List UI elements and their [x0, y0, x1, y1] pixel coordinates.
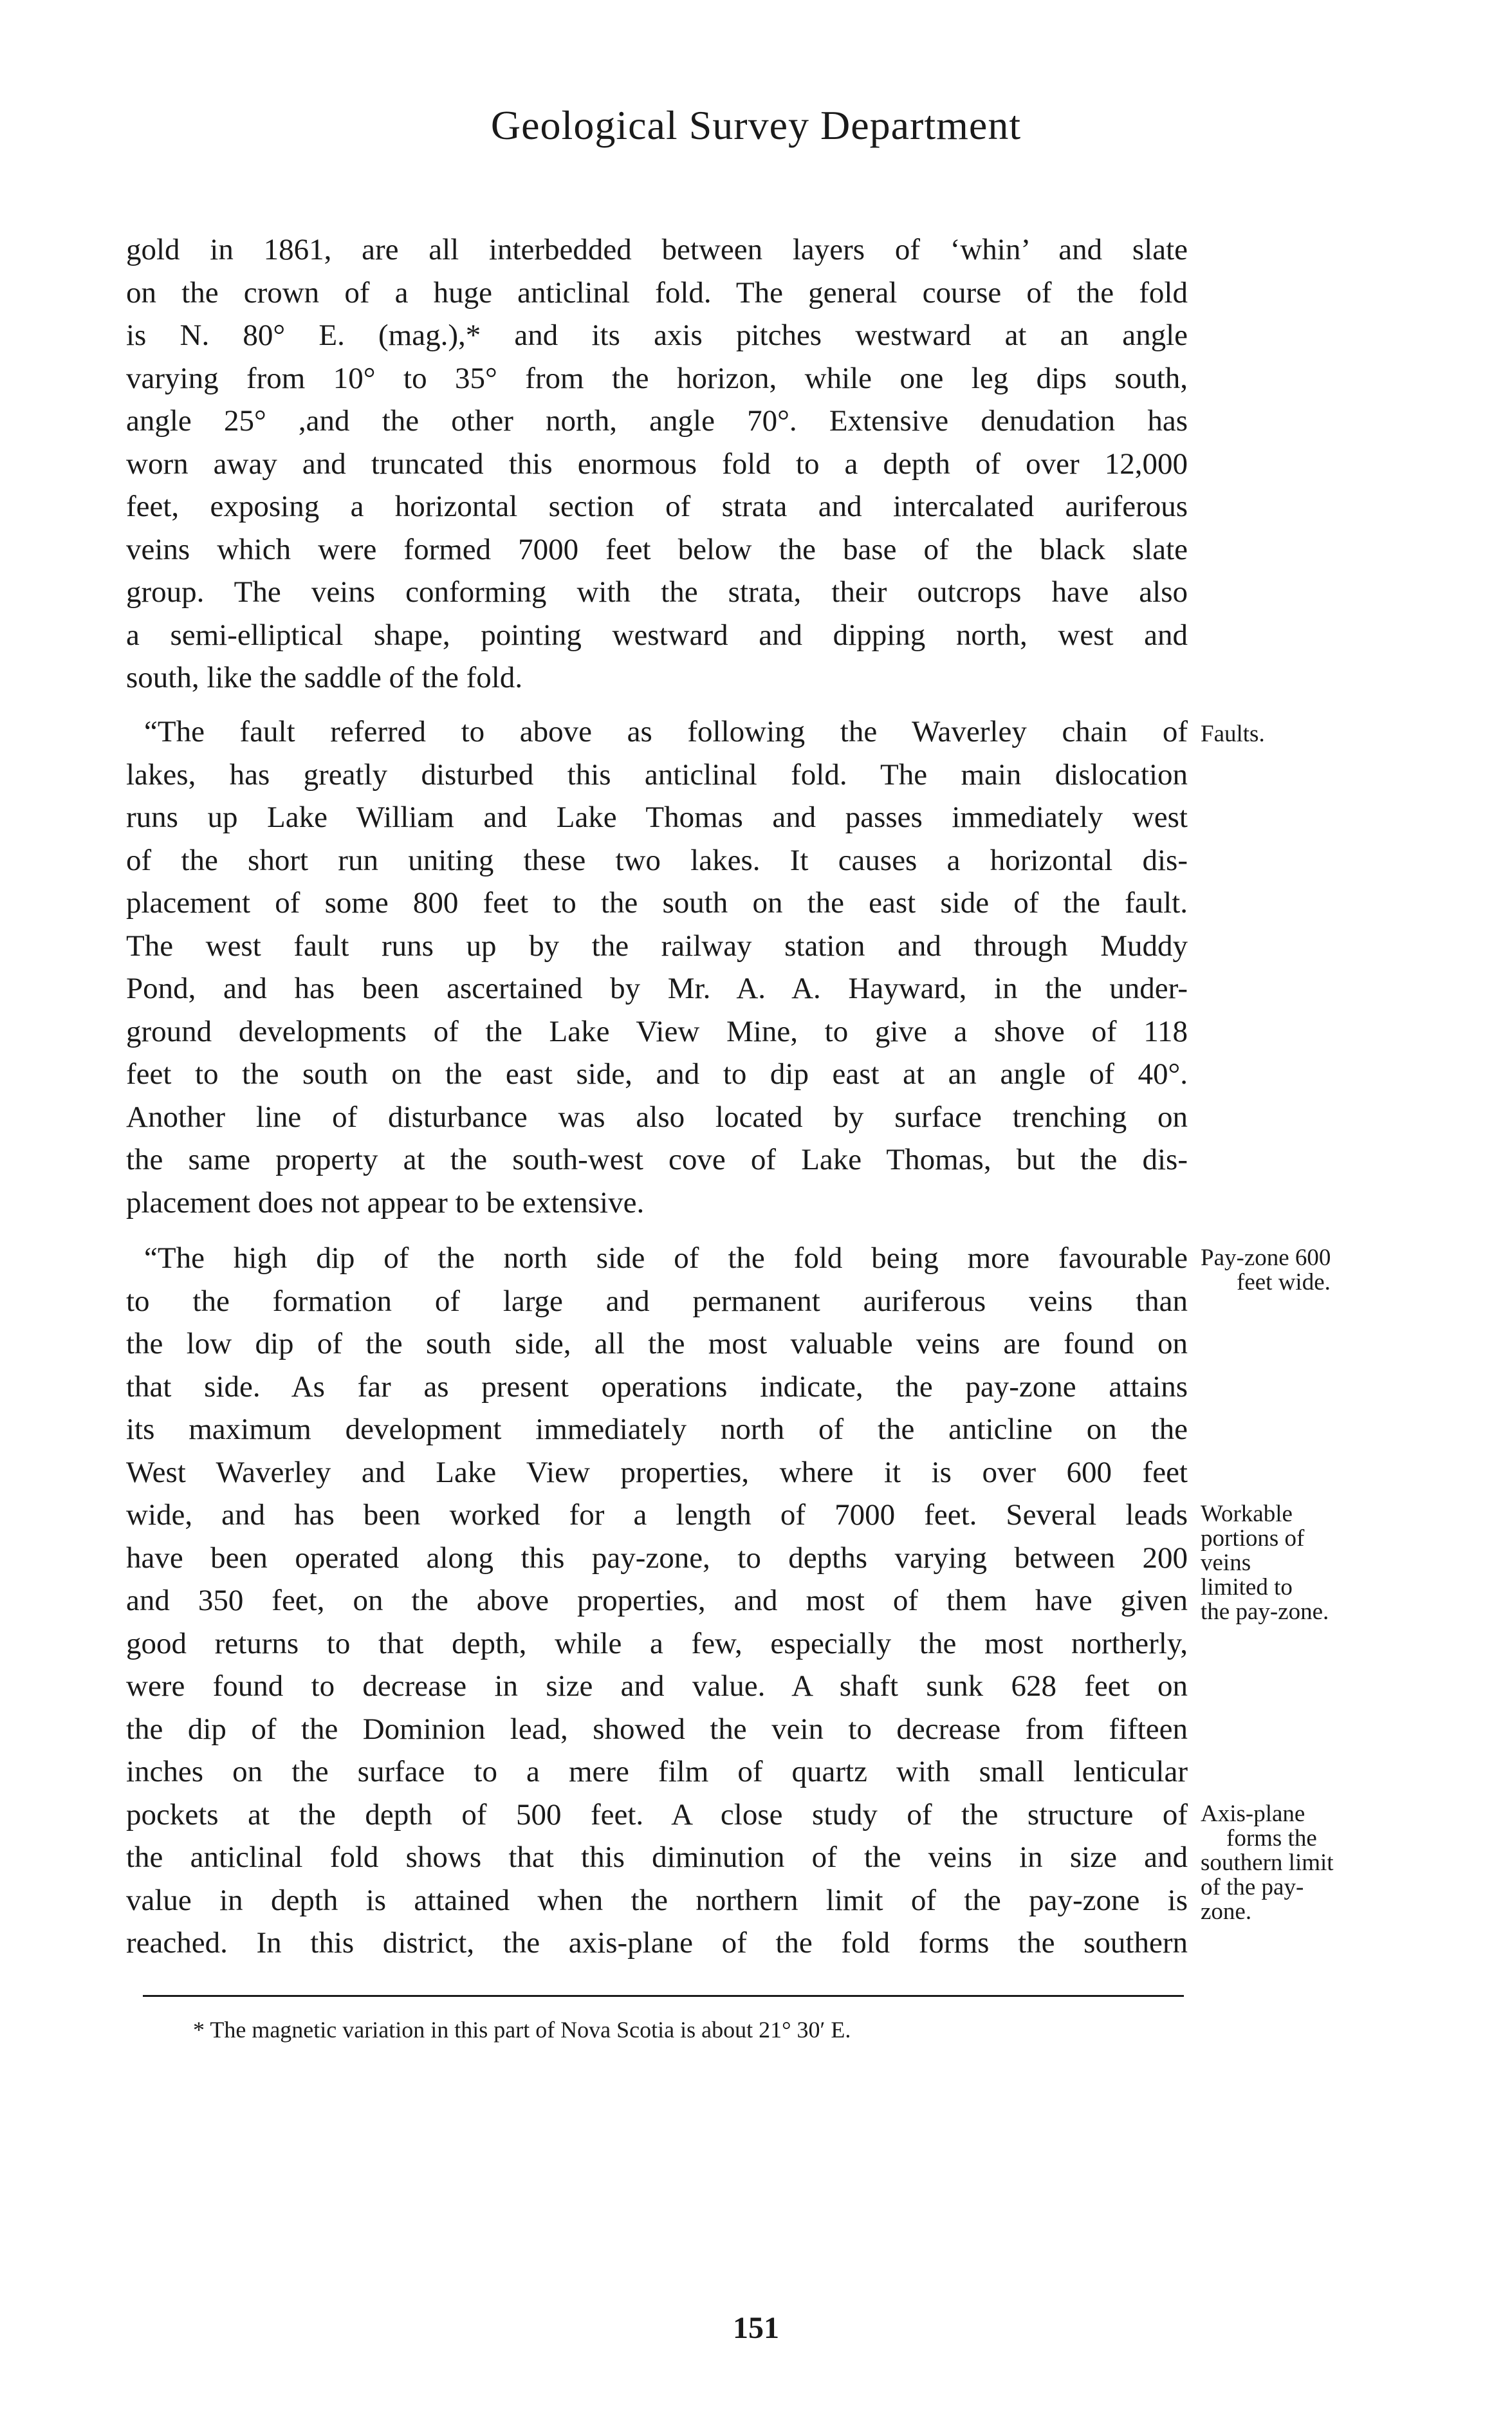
sidenote-line: zone.: [1201, 1898, 1252, 1925]
sidenote-line: Axis-plane: [1201, 1801, 1305, 1827]
sidenote-line: forms the: [1226, 1825, 1317, 1851]
running-header: Geological Survey Department: [490, 102, 1022, 148]
text-line: runs up Lake William and Lake Thomas and passes immediately west: [126, 801, 1188, 834]
text-line: and 350 feet, on the above properties, and most of them have given: [126, 1584, 1188, 1617]
text-line: placement does not appear to be extensive.: [126, 1185, 645, 1220]
text-line: the same property at the south-west cove of Lake Thomas, but the dis-: [126, 1143, 1188, 1176]
text-line: the low dip of the south side, all the most valuable veins are found on: [126, 1327, 1188, 1360]
footnote-divider: [143, 1995, 1184, 1997]
text-line: to the formation of large and permanent auriferous veins than: [126, 1284, 1188, 1318]
text-line: a semi-elliptical shape, pointing westward and dipping north, west and: [126, 618, 1188, 652]
text-line: ground developments of the Lake View Mine, to give a shove of 118: [126, 1014, 1188, 1048]
text-line: of the short run uniting these two lakes. It causes a horizontal dis-: [126, 843, 1188, 877]
text-line: south, like the saddle of the fold.: [126, 661, 523, 694]
text-line: placement of some 800 feet to the south on the east side of the fault.: [126, 886, 1188, 920]
paragraph-3: [126, 1237, 1188, 1965]
text-line: that side. As far as present operations indicate, the pay-zone attains: [126, 1369, 1188, 1404]
sidenote-faults: [1201, 722, 1265, 747]
sidenote-line: veins: [1201, 1550, 1251, 1576]
sidenote-axis-plane: [1201, 1802, 1334, 1924]
text-line: feet, exposing a horizontal section of strata and intercalated auriferous: [126, 490, 1188, 523]
paragraph-2: [126, 710, 1188, 1224]
text-line: value in depth is attained when the northern limit of the pay-zone is: [126, 1883, 1188, 1917]
text-line: the dip of the Dominion lead, showed the vein to decrease from fifteen: [126, 1712, 1188, 1746]
sidenote-line: portions of: [1201, 1525, 1305, 1552]
text-line: wide, and has been worked for a length of 7000 feet. Several leads: [126, 1498, 1188, 1532]
text-line: group. The veins conforming with the strata, their outcrops have also: [126, 575, 1188, 609]
text-line: Pond, and has been ascertained by Mr. A. A. Hayward, in the under-: [126, 972, 1188, 1005]
sidenote-line: the pay-zone.: [1201, 1599, 1329, 1625]
text-line: “The high dip of the north side of the fold being more favourable: [144, 1241, 1188, 1275]
sidenote-payzone: [1201, 1246, 1331, 1295]
text-line: The west fault runs up by the railway station and through Muddy: [126, 929, 1188, 963]
text-line: West Waverley and Lake View properties, where it is over 600 feet: [126, 1455, 1188, 1489]
sidenote-line: feet wide.: [1237, 1269, 1331, 1295]
text-line: good returns to that depth, while a few, especially the most northerly,: [126, 1626, 1188, 1660]
text-line: worn away and truncated this enormous fold to a depth of over 12,000: [126, 447, 1188, 481]
sidenote-line: southern limit: [1201, 1850, 1334, 1876]
sidenote-line: of the pay-: [1201, 1874, 1304, 1900]
text-line: veins which were formed 7000 feet below the base of the black slate: [126, 532, 1188, 566]
text-line: its maximum development immediately north of the anticline on the: [126, 1413, 1188, 1446]
text-line: reached. In this district, the axis-plane of the fold forms the southern: [126, 1926, 1188, 1960]
text-line: feet to the south on the east side, and to dip east at an angle of 40°.: [126, 1057, 1188, 1091]
text-line: Another line of disturbance was also located by surface trenching on: [126, 1100, 1188, 1134]
paragraph-1: [126, 228, 1188, 700]
text-line: have been operated along this pay-zone, to depths varying between 200: [126, 1541, 1188, 1575]
sidenote-line: limited to: [1201, 1574, 1293, 1600]
text-line: “The fault referred to above as following the Waverley chain of: [144, 715, 1188, 748]
text-line: inches on the surface to a mere film of quartz with small lenticular: [126, 1755, 1188, 1788]
text-line: pockets at the depth of 500 feet. A close study of the structure of: [126, 1797, 1188, 1832]
sidenote-line: Workable: [1201, 1501, 1293, 1527]
text-line: were found to decrease in size and value. A shaft sunk 628 feet on: [126, 1669, 1188, 1703]
page-number: 151: [733, 2311, 779, 2345]
sidenote-workable: [1201, 1502, 1329, 1624]
text-line: varying from 10° to 35° from the horizon, while one leg dips south,: [126, 361, 1188, 395]
text-line: the anticlinal fold shows that this diminution of the veins in size and: [126, 1841, 1188, 1874]
text-line: gold in 1861, are all interbedded between layers of ‘whin’ and slate: [126, 233, 1188, 266]
text-line: lakes, has greatly disturbed this anticlinal fold. The main dislocation: [126, 757, 1188, 792]
text-line: angle 25° ,and the other north, angle 70°. Extensive denudation has: [126, 404, 1188, 438]
footnote: * The magnetic variation in this part of Nova Scotia is about 21° 30′ E.: [193, 2017, 851, 2043]
text-line: on the crown of a huge anticlinal fold. The general course of the fold: [126, 275, 1188, 310]
sidenote-line: Faults.: [1201, 721, 1265, 747]
text-line: is N. 80° E. (mag.),* and its axis pitches westward at an angle: [126, 319, 1188, 352]
sidenote-line: Pay-zone 600: [1201, 1245, 1331, 1271]
